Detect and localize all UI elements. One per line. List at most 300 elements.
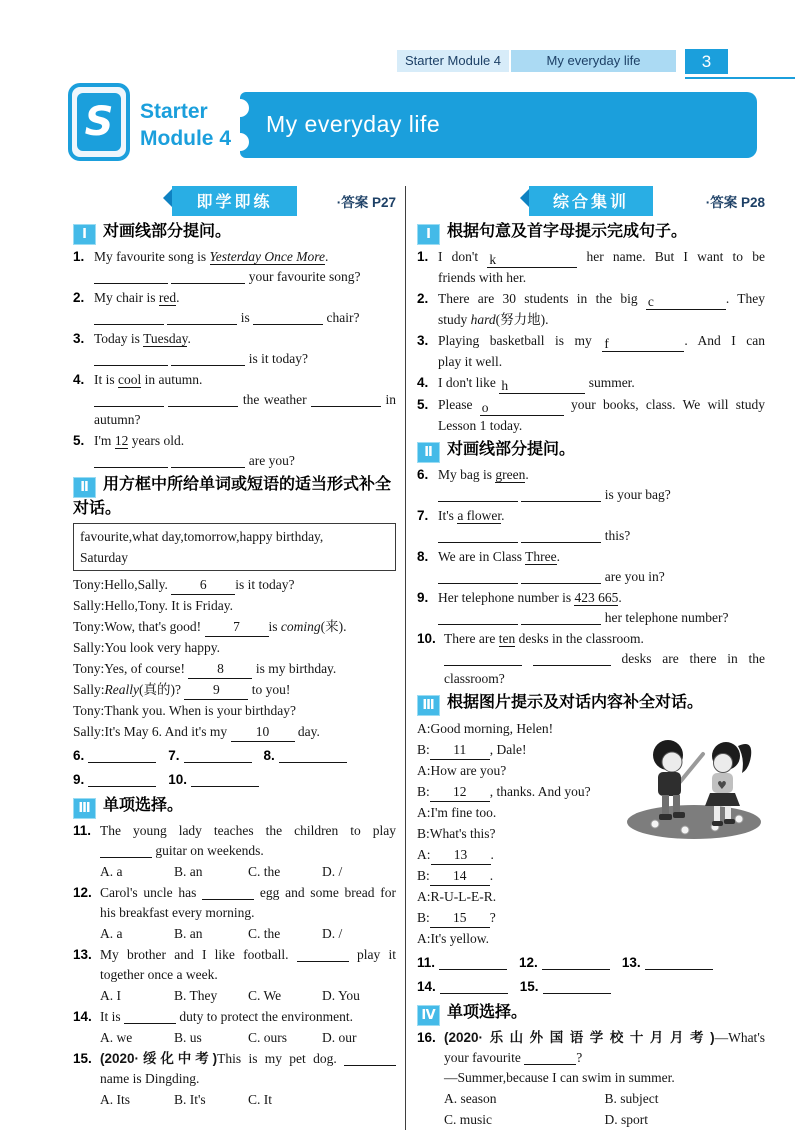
answer-blank[interactable]: [439, 954, 507, 970]
numbered-blank[interactable]: 14: [430, 867, 490, 886]
text-segment: .: [187, 331, 191, 346]
text-segment: .: [525, 467, 529, 482]
numbered-blank[interactable]: 7: [205, 618, 269, 637]
item-body: [100, 821, 396, 882]
answer-number: 9.: [73, 772, 85, 787]
section-title: 对画线部分提问。: [103, 223, 232, 240]
right-badge-row: [417, 186, 765, 218]
exercise-item: [417, 547, 765, 587]
section-header: [73, 474, 396, 520]
text-segment: . They: [725, 291, 766, 306]
section-roman-badge: Ⅱ: [73, 477, 96, 498]
answer-number: 7.: [168, 748, 180, 763]
text-segment: A:Good morning, Helen!: [417, 721, 554, 736]
numbered-blank[interactable]: 9: [184, 681, 248, 700]
text-segment: play it well.: [438, 354, 503, 369]
text-segment: It's: [438, 508, 458, 523]
text-segment: This is my pet dog.: [217, 1051, 344, 1066]
left-exercises: [73, 221, 396, 1110]
answer-blank[interactable]: [645, 954, 713, 970]
dialogue-line: [417, 886, 765, 907]
section-header: [417, 1002, 765, 1026]
item-number: 1.: [73, 249, 85, 264]
fill-blank[interactable]: [521, 609, 601, 625]
text-segment: Carol's uncle has: [100, 885, 203, 900]
item-line: [94, 308, 396, 328]
dialogue-line: [73, 616, 396, 637]
option-choice[interactable]: D. /: [322, 864, 343, 879]
section-roman-badge: Ⅰ: [73, 224, 96, 245]
item-line: [100, 1049, 396, 1069]
text-segment: egg and some bread for: [254, 885, 396, 900]
exercise-item: [417, 588, 765, 628]
section-title: 用方框中所给单词或短语的适当形式补全对话。: [73, 476, 392, 517]
answer-slot: [622, 951, 713, 975]
content-columns: [73, 186, 765, 1130]
dialogue-line: [73, 637, 396, 658]
item-line: [438, 547, 765, 567]
item-body: [444, 1028, 765, 1130]
text-segment: Lesson 1 today.: [438, 418, 523, 433]
item-line: [100, 1007, 396, 1027]
item-number: 5.: [73, 433, 85, 448]
item-body: [94, 329, 396, 369]
item-body: [438, 465, 765, 505]
option-choice[interactable]: B. They: [174, 988, 218, 1003]
module-label-line1: Starter: [140, 100, 208, 123]
numbered-blank[interactable]: 13: [431, 846, 491, 865]
numbered-blank[interactable]: 6: [171, 576, 235, 595]
page-title: My everyday life: [266, 111, 441, 137]
answer-slot: [73, 768, 156, 792]
fill-blank[interactable]: [311, 391, 381, 407]
text-segment: B:: [417, 910, 430, 925]
item-line: [94, 431, 396, 451]
item-line: [100, 883, 396, 903]
text-segment: this?: [601, 528, 631, 543]
fill-blank[interactable]: [202, 884, 254, 900]
answer-slot: [264, 744, 347, 768]
option-choice[interactable]: B. an: [174, 926, 203, 941]
text-segment: is my birthday.: [252, 661, 337, 676]
item-line: [100, 821, 396, 841]
answer-blank[interactable]: [440, 978, 508, 994]
fill-blank[interactable]: [438, 568, 518, 584]
text-segment: Playing basketball is my: [438, 333, 603, 348]
text-segment: guitar on weekends.: [152, 843, 264, 858]
item-line: [444, 1028, 765, 1048]
fill-blank[interactable]: [297, 946, 349, 962]
fill-blank[interactable]: [100, 842, 152, 858]
options-row: [100, 1027, 396, 1048]
text-segment: .: [324, 249, 329, 264]
svg-text:♥: ♥: [717, 779, 727, 792]
text-segment: B:: [417, 742, 430, 757]
dialogue-line: [73, 574, 396, 595]
underlined-target-text: Three: [525, 549, 557, 564]
text-segment: I'm: [94, 433, 115, 448]
right-exercises: [417, 221, 765, 1130]
fill-blank[interactable]: [94, 350, 168, 366]
item-line: [100, 965, 396, 985]
breadcrumb-module-tab: Starter Module 4: [397, 50, 509, 72]
text-segment: desks in the classroom.: [515, 631, 644, 646]
item-body: [438, 289, 765, 330]
option-choice[interactable]: D. sport: [604, 1112, 648, 1127]
fill-blank[interactable]: [438, 527, 518, 543]
numbered-blank[interactable]: 10: [231, 723, 295, 742]
section-header: [417, 692, 765, 716]
answer-blank[interactable]: [542, 954, 610, 970]
item-line: [438, 608, 765, 628]
option-choice[interactable]: A. Its: [100, 1092, 130, 1107]
fill-blank[interactable]: [124, 1008, 176, 1024]
underlined-target-text: 12: [114, 433, 129, 448]
answer-blank[interactable]: [88, 771, 156, 787]
option-choice[interactable]: B. It's: [174, 1092, 206, 1107]
text-segment: Please: [438, 397, 480, 412]
answer-row: [417, 951, 765, 975]
section-roman-badge: Ⅲ: [417, 695, 440, 716]
exam-source-tag: (2020·绥化中考): [100, 1051, 218, 1066]
text-segment: .: [176, 290, 180, 305]
fill-blank[interactable]: [533, 650, 611, 666]
item-body: [100, 1007, 396, 1048]
exercise-item: [417, 373, 765, 394]
option-choice[interactable]: A. we: [100, 1030, 133, 1045]
text-segment: friends with her.: [438, 270, 527, 285]
exercise-item: [73, 329, 396, 369]
section-header: [417, 221, 765, 245]
item-body: [438, 247, 765, 288]
item-line: [444, 629, 765, 649]
text-segment: .: [618, 590, 622, 605]
fill-blank[interactable]: [524, 1049, 576, 1065]
text-segment: in autumn.: [141, 372, 203, 387]
section-title: 单项选择。: [447, 1004, 528, 1021]
text-segment: your favourite: [444, 1050, 525, 1065]
answer-number: 8.: [263, 748, 275, 763]
text-segment: Tony:Wow, that's good!: [73, 619, 205, 634]
module-label-line2: Module 4: [140, 127, 232, 150]
item-body: [100, 945, 396, 1006]
option-choice[interactable]: B. us: [174, 1030, 202, 1045]
option-choice[interactable]: C. We: [248, 988, 282, 1003]
text-segment: .: [556, 549, 561, 564]
option-choice[interactable]: C. the: [248, 864, 281, 879]
section-title: 单项选择。: [103, 797, 184, 814]
text-segment: play it: [348, 947, 396, 962]
exercise-item: [73, 945, 396, 1006]
text-segment: .: [490, 847, 494, 862]
fill-blank[interactable]: [168, 391, 238, 407]
text-segment: My chair is: [94, 290, 159, 305]
letter-hint-blank[interactable]: f: [602, 336, 684, 352]
answer-blank[interactable]: [88, 747, 156, 763]
fill-blank[interactable]: [521, 486, 601, 502]
item-line: [438, 373, 765, 394]
text-segment: name is Dingding.: [100, 1071, 200, 1086]
text-segment: —Summer,because I can swim in summer.: [444, 1070, 675, 1085]
answer-number: 15.: [519, 979, 539, 994]
answer-blanks: [73, 744, 396, 792]
item-line: [438, 247, 765, 268]
text-segment: —What's: [714, 1030, 765, 1045]
item-line: [94, 410, 396, 430]
text-segment: , thanks. And you?: [489, 784, 591, 799]
text-segment: in: [381, 392, 396, 407]
text-segment: day.: [294, 724, 320, 739]
text-segment: are you in?: [601, 569, 665, 584]
option-choice[interactable]: A. season: [444, 1091, 497, 1106]
text-segment: the weather: [238, 392, 312, 407]
item-line: [94, 451, 396, 471]
item-number: 13.: [73, 947, 92, 962]
item-body: [438, 395, 765, 436]
item-line: [438, 485, 765, 505]
underlined-italic-text: Yesterday Once More: [209, 249, 325, 264]
text-segment: My brother and I like football.: [100, 947, 297, 962]
answer-slot: [417, 951, 507, 975]
text-segment: Sally:: [73, 682, 105, 697]
item-line: [438, 331, 765, 352]
answer-row: [417, 975, 765, 999]
fill-blank[interactable]: [521, 568, 601, 584]
item-body: [438, 506, 765, 546]
item-number: 6.: [417, 467, 429, 482]
dialogue: [417, 718, 765, 949]
fill-blank[interactable]: [94, 268, 168, 284]
exercise-item: [73, 288, 396, 328]
exam-source-tag: (2020·乐山外国语学校十月月考): [444, 1030, 715, 1045]
section-header: [73, 795, 396, 819]
option-choice[interactable]: B. subject: [604, 1091, 659, 1106]
dialogue: [73, 574, 396, 742]
fill-blank[interactable]: [94, 391, 164, 407]
fill-blank[interactable]: [171, 452, 245, 468]
series-logo: [68, 83, 130, 161]
exercise-item: [73, 370, 396, 430]
text-segment: to you!: [248, 682, 291, 697]
text-segment: We are in Class: [438, 549, 526, 564]
answer-slot: [168, 768, 259, 792]
text-segment: is it today?: [245, 351, 308, 366]
left-badge-row: [73, 186, 396, 218]
item-number: 8.: [417, 549, 429, 564]
answer-reference: ·答案 P27: [336, 195, 396, 210]
text-segment: B:What's this?: [417, 826, 496, 841]
underlined-target-text: Tuesday: [143, 331, 188, 346]
answer-row: [73, 744, 396, 768]
text-segment: Tony:Thank you. When is your birthday?: [73, 703, 297, 718]
option-choice[interactable]: A. I: [100, 988, 121, 1003]
answer-blank[interactable]: [543, 978, 611, 994]
option-choice[interactable]: B. an: [174, 864, 203, 879]
option-choice[interactable]: C. the: [248, 926, 281, 941]
option-choice[interactable]: D. You: [322, 988, 360, 1003]
exercise-item: [73, 1007, 396, 1048]
banner-notch: [231, 99, 249, 117]
item-line: [444, 669, 765, 689]
section-roman-badge: Ⅳ: [417, 1005, 440, 1026]
page-number-badge: 3: [685, 49, 728, 74]
item-body: [94, 370, 396, 430]
dialogue-line: [73, 658, 396, 679]
exercise-item: [73, 883, 396, 944]
fill-blank[interactable]: [94, 309, 164, 325]
numbered-blank[interactable]: 8: [188, 660, 252, 679]
option-choice[interactable]: A. a: [100, 864, 123, 879]
item-body: [444, 629, 765, 689]
logo-tile: [77, 93, 121, 151]
fill-blank[interactable]: [521, 527, 601, 543]
exercise-item: [73, 1049, 396, 1110]
item-number: 1.: [417, 249, 429, 264]
item-body: [94, 288, 396, 328]
option-choice[interactable]: C. music: [444, 1112, 493, 1127]
underlined-target-text: red: [158, 290, 177, 305]
kids-illustration: [623, 722, 765, 849]
section-roman-badge: Ⅲ: [73, 798, 96, 819]
letter-hint-blank[interactable]: k: [487, 252, 577, 268]
letter-hint-blank[interactable]: h: [499, 378, 585, 394]
item-line: [94, 370, 396, 390]
text-segment: his breakfast every morning.: [100, 905, 255, 920]
numbered-blank[interactable]: 12: [430, 783, 490, 802]
exercise-item: [417, 247, 765, 288]
text-segment: ?: [576, 1050, 583, 1065]
answer-blanks: [417, 951, 765, 999]
dialogue-line: [417, 865, 765, 886]
item-number: 7.: [417, 508, 429, 523]
item-line: [438, 352, 765, 372]
dialogue-line: [73, 721, 396, 742]
answer-blank[interactable]: [184, 747, 252, 763]
section-roman-badge: Ⅰ: [417, 224, 440, 245]
text-segment: B:: [417, 868, 430, 883]
item-number: 2.: [417, 291, 429, 306]
answer-row: [73, 768, 396, 792]
answer-blank[interactable]: [191, 771, 259, 787]
item-line: [438, 289, 765, 310]
text-segment: (来).: [320, 619, 347, 634]
exercise-item: [417, 1028, 765, 1130]
item-number: 3.: [417, 333, 429, 348]
text-segment: together once a week.: [100, 967, 218, 982]
item-line: [94, 390, 396, 410]
item-number: 4.: [417, 375, 429, 390]
text-segment: ?: [489, 910, 496, 925]
option-choice[interactable]: D. our: [322, 1030, 357, 1045]
breadcrumb-title-tab: My everyday life: [511, 50, 676, 72]
banner-notch: [231, 133, 249, 151]
item-body: [100, 1049, 396, 1110]
item-number: 9.: [417, 590, 429, 605]
text-segment: It is: [94, 372, 119, 387]
item-line: [438, 416, 765, 436]
fill-blank[interactable]: [171, 350, 245, 366]
options-row: [100, 1089, 396, 1110]
section-header: [417, 439, 765, 463]
item-number: 10.: [417, 631, 436, 646]
letter-hint-blank[interactable]: c: [646, 294, 726, 310]
item-line: [438, 567, 765, 587]
option-choice[interactable]: C. ours: [248, 1030, 288, 1045]
section-title: 根据句意及首字母提示完成句子。: [447, 223, 688, 240]
section-title: 根据图片提示及对话内容补全对话。: [447, 694, 704, 711]
item-line: [438, 588, 765, 608]
item-line: [438, 526, 765, 546]
item-line: [444, 649, 765, 669]
option-choice[interactable]: C. It: [248, 1092, 273, 1107]
fill-blank[interactable]: [438, 609, 518, 625]
dialogue-line: [73, 679, 396, 700]
item-line: [94, 247, 396, 267]
answer-blank[interactable]: [279, 747, 347, 763]
item-line: [100, 903, 396, 923]
item-line: [438, 465, 765, 485]
item-line: [438, 268, 765, 288]
item-number: 5.: [417, 397, 429, 412]
fill-blank[interactable]: [344, 1050, 396, 1066]
letter-hint-blank[interactable]: o: [480, 400, 564, 416]
underlined-target-text: a flower: [457, 508, 502, 523]
text-segment: .: [501, 508, 505, 523]
item-number: 11.: [73, 823, 92, 838]
fill-blank[interactable]: [438, 486, 518, 502]
options-row: [100, 985, 396, 1006]
numbered-blank[interactable]: 15: [430, 909, 490, 928]
text-segment: There are: [444, 631, 499, 646]
text-segment: .: [489, 868, 494, 883]
numbered-blank[interactable]: 11: [430, 741, 490, 760]
fill-blank[interactable]: [94, 452, 168, 468]
text-segment: years old.: [128, 433, 185, 448]
item-body: [100, 883, 396, 944]
option-choice[interactable]: A. a: [100, 926, 123, 941]
fill-blank[interactable]: [253, 309, 323, 325]
item-line: [444, 1048, 765, 1068]
text-segment: is your bag?: [601, 487, 671, 502]
text-segment: Her telephone number is: [438, 590, 575, 605]
text-segment: The young lady teaches the children to play: [100, 823, 396, 838]
practice-badge: 即学即练: [172, 186, 296, 216]
exercise-item: [73, 431, 396, 471]
right-column: [405, 186, 765, 1130]
option-choice[interactable]: D. /: [322, 926, 343, 941]
item-number: 3.: [73, 331, 85, 346]
text-segment: (努力地).: [495, 312, 549, 327]
exercise-item: [73, 247, 396, 287]
item-line: [444, 1068, 765, 1088]
fill-blank[interactable]: [167, 309, 237, 325]
title-banner: [240, 92, 757, 158]
options-row: [444, 1088, 765, 1109]
item-number: 14.: [73, 1009, 92, 1024]
word-bank-box: [73, 523, 396, 571]
text-segment: desks are there in the: [610, 651, 766, 666]
text-segment: her telephone number?: [601, 610, 729, 625]
item-body: [438, 588, 765, 628]
breadcrumb-rule: [685, 77, 795, 79]
fill-blank[interactable]: [171, 268, 245, 284]
text-segment: autumn?: [94, 412, 141, 427]
word-bank-line: Saturday: [80, 550, 128, 565]
text-segment: Sally:You look very happy.: [73, 640, 221, 655]
item-line: [94, 267, 396, 287]
item-number: 4.: [73, 372, 85, 387]
fill-blank[interactable]: [444, 650, 522, 666]
